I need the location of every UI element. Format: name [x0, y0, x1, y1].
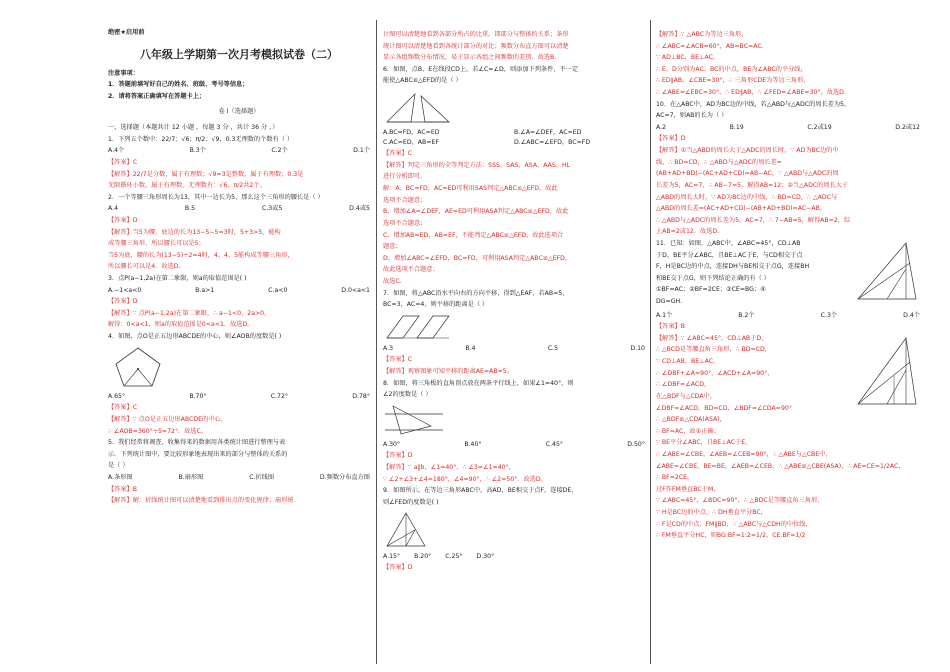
option: B.a>1 — [195, 286, 215, 294]
page-title: 八年级上学期第一次月考模拟试卷（二） — [140, 47, 338, 61]
explanation: 无限循环小数，属于有理数。无理数有：√6，π/2共2个。 — [108, 182, 266, 190]
explanation: ∵ AD⊥BC，BE⊥AC， — [656, 54, 720, 62]
question-4: 4．如图，点O是正五边形ABCDE的中心，则∠AOB的度数是( ) — [108, 333, 282, 341]
explanation: 【解答】∵ 点O是正五边形ABCDE的中心， — [108, 415, 227, 423]
option: A.15° — [383, 552, 401, 560]
column-divider — [650, 20, 651, 664]
explanation: ∴ ∠DBF=∠ACD， — [656, 381, 711, 389]
notice-heading: 注意事项： — [108, 69, 139, 77]
option: B.19 — [729, 123, 744, 131]
answer: 【答案】D — [108, 216, 138, 224]
explanation: △ABD的周长差=(AC+AD+CD)−(AB+AD+BD)=AC−AB， — [656, 205, 827, 213]
explanation: 进行分析即可. — [383, 173, 423, 181]
explanation: ∴ △ABD与△ADC的周长差为5，AC=7，∴ 7−AB=5，解得AB=2，综 — [656, 216, 851, 224]
explanation: 当5为底，腰的长为(13−5)÷2=4时，4、4、5能构成等腰三角形， — [108, 251, 294, 259]
explanation: ∴ ∠ABE=∠EBC=30°，∴ ED∥AB，∴ ∠FED=∠ABE=30°，故选D. — [656, 89, 846, 97]
question-9: 则∠FED的度数是( ) — [383, 498, 439, 506]
explanation: 选项不合题意； — [383, 219, 427, 227]
question-9: 9．如图所示，在等边三角形ABC中，高AD，BE相交于点F，连接DE， — [383, 487, 578, 495]
option: A.条形图 — [108, 473, 133, 481]
explanation: C、增加AB=ED，AB=EF，不能判定△ABC≌△EFD，故此选项合 — [383, 231, 564, 239]
question-6: 6．如图，点B、E在线段CD上，若∠C=∠D，则添加下列条件，不一定 — [383, 65, 579, 73]
question-8: ∠2的度数是（ ） — [383, 391, 432, 399]
explanation: (AB+AD+BD)−(AC+AD+CD)=AB−AC，∵ △ABD与△ADC的周 — [656, 170, 839, 178]
option: A.1个 — [656, 311, 673, 319]
options — [383, 440, 645, 450]
question-10: 10．在△ABC中，AD为BC边的中线，若△ABD与△ADC的周长差为5， — [656, 100, 851, 108]
explanation: 计图可以清楚地看到各部分所占的比重，即部分与整体的关系；条形 — [383, 31, 569, 38]
equilateral-triangle-figure — [383, 510, 429, 550]
option: D.频数分布直方图 — [319, 473, 370, 481]
explanation: ∴ ED∥AB，∠CBE=30°，∴ 三角形CDE为等边三角形， — [656, 77, 810, 85]
explanation: 统计图可以清楚地看到各统计部分的对比；频数分布直方图可以清楚 — [383, 42, 569, 50]
explanation: ∵ ∠2+∠3+∠4=180°，∠4=90°，∴ ∠2=50°．故选D。 — [383, 475, 547, 483]
option: B.40° — [464, 440, 482, 448]
option: C.AC=ED，AB=EF — [383, 138, 439, 146]
option: C.a<0 — [268, 286, 288, 294]
explanation: 过F作FM垂直BC于M， — [656, 485, 720, 493]
explanation: ∠ABE=∠CBE，BE=BE，∠AEB=∠CEB，∴ △ABE≌△CBE(ASA)，∴ AE=CE=1/2AC， — [656, 462, 905, 470]
explanation: 选项不合题意； — [383, 196, 427, 204]
option: C.72° — [270, 392, 289, 400]
option: C.5 — [547, 344, 559, 352]
option: D.50° — [627, 440, 645, 448]
explanation: ∵ H是BC边的中点，∴ DH垂直平分BC， — [656, 508, 767, 516]
option: B.4 — [465, 344, 476, 352]
explanation: ∴ △BDF≌△CDA(ASA)， — [656, 416, 726, 424]
column-1 — [108, 28, 370, 508]
question-1: 1．下列五个数中：22/7；√6；π/2；√9，0.3无理数的个数有（ ） — [108, 135, 294, 143]
explanation: 在△BDF与△CDA中， — [656, 392, 717, 400]
triangle-figure — [383, 88, 453, 126]
geometry-figure — [854, 239, 920, 305]
translation-figure — [383, 312, 455, 342]
explanation: 【解答】判定三角形的全等判定方法：SSS、SAS、ASA、AAS、HL — [383, 161, 571, 169]
geometry-figure-2 — [854, 334, 920, 410]
explanation-text — [656, 334, 854, 438]
explanation: 长差为5，AC=7，∴ AB−7=5，解得AB=12；②当△ADC的周长大于 — [656, 181, 849, 189]
answer: 【答案】D — [383, 564, 413, 572]
section-heading: 卷 I（选择题） — [218, 108, 260, 116]
explanation: 显示各组频数分布情况，易于显示各组之间频数的差别．故选B. — [383, 54, 557, 62]
option: A.2 — [656, 123, 667, 131]
explanation: D、增加∠ABC=∠EFD，BC=FD，可利用ASA判定△ABC≌△EFD， — [383, 254, 572, 262]
explanation: 【解答】∵ △ABC为等边三角形， — [656, 31, 748, 38]
explanation-block — [656, 334, 920, 438]
explanation: ∵ ∠ABC=45°，∠BDC=90°，∴ △BDC是等腰直角三角形， — [656, 497, 824, 505]
question-8: 8．如图，将三角板的直角顶点放在两条平行线上，如果∠1=40°，则 — [383, 379, 574, 387]
question-5: 5．我们经常将调查、收集得来的数据用各类统计图进行整理与表 — [108, 439, 286, 447]
option: B.20° — [414, 552, 432, 560]
explanation: ∴ ∠ABE=∠CBE，∠AEB=∠CEB=90°，∴ △ABE与△CBE中， — [656, 450, 832, 458]
option: A.4 — [108, 205, 119, 213]
explanation: ∠DBF=∠ACD，BD=CD，∠BDF=∠CDA=90° — [656, 404, 792, 412]
option: A.30° — [383, 440, 401, 448]
answer: 【答案】D — [108, 298, 138, 306]
question-5: 是（ ） — [108, 462, 129, 470]
question-10: AC=7，则AB的长为（ ） — [656, 112, 728, 120]
question-11: DG=GH. — [656, 298, 683, 306]
option: C.3或5 — [261, 205, 283, 213]
question-11-block — [656, 239, 920, 309]
column-3 — [656, 30, 920, 543]
answer: 【答案】D — [656, 135, 686, 143]
explanation: 线，∴ BD=CD，∴ △ABD与△ADC的周长差= — [656, 158, 782, 166]
option: D.30° — [476, 552, 495, 560]
answer: 【答案】D — [383, 452, 413, 460]
notice-item: 2．请将答案正确填写在答题卡上； — [108, 92, 206, 100]
question-11: 和BE交于点G，则下列结论正确的有（ ） — [656, 274, 770, 282]
option: D.10 — [630, 344, 645, 352]
option: A.65° — [108, 392, 126, 400]
answer: 【答案】C — [108, 404, 138, 412]
answer: 【答案】B — [108, 485, 137, 493]
secret-label: 绝密★启用前 — [108, 29, 145, 36]
question-5: 示．下列统计图中，要比较形象地表现出来的部分与整体的关系的 — [108, 450, 288, 458]
options — [108, 473, 370, 483]
explanation: 所以腰长可以是4．故选D。 — [108, 263, 185, 271]
options — [383, 128, 645, 147]
column-divider — [376, 20, 377, 664]
option: B.扇形图 — [178, 473, 204, 481]
option: D.2或12 — [895, 123, 920, 131]
option: D.∠ABC=∠EFD，BC=FD — [514, 138, 591, 146]
option: A.BC=FD，AC=ED — [383, 129, 440, 137]
option: C.3个 — [820, 311, 838, 319]
part-heading: 一、选择题（本题共计 12 小题 ，每题 3 分 ，共计 36 分 ，） — [108, 124, 279, 132]
options — [656, 311, 920, 321]
question-11: ①BF=AC；②BF=2CE；③CE=BG；④ — [656, 286, 766, 294]
explanation: ∴ E、D分别为AC、BC的中点，BE为∠ABC的平分线， — [656, 65, 807, 73]
explanation: 【解答】22/7是分数，属于有理数；√9=3是整数，属于有理数；0.3是 — [108, 170, 304, 178]
explanation: ∴ BF=AC，故①正确； — [656, 427, 720, 435]
option: C.2或19 — [807, 123, 832, 131]
question-7: BC=3，AC=4，则平移的距离是（ ） — [383, 301, 489, 309]
question-11-text — [656, 239, 854, 309]
column-2 — [383, 30, 645, 575]
explanation: ∴ ∠DBF+∠A=90°，∠ACD+∠A=90°， — [656, 369, 774, 377]
explanation: 【解答】①当△ABD的周长大于△ADC的周长时，∵ AD为BC边的中 — [656, 147, 839, 155]
option: D.4个 — [903, 311, 920, 319]
options — [656, 123, 920, 133]
question-11: F，H是BC边的中点，连接DH与BE相交于点G，连接BH — [656, 263, 810, 271]
explanation: 上AB=2或12．故选D. — [656, 228, 720, 236]
explanation: △ABD的周长大时，∵ AD为BC边的中线，∴ BD=CD，∴ △ADC与 — [656, 193, 838, 201]
option: D.0<a<1 — [341, 286, 370, 294]
explanation: 成等腰三角形，所以腰长可以是5； — [108, 240, 205, 248]
explanation: 题意； — [383, 243, 402, 251]
explanation: B、增加∠A=∠DEF，AE=ED可利用ASA判定△ABC≌△EFD，故此 — [383, 208, 569, 216]
question-11: 于D，BE平分∠ABC，且BE⊥AC于E，与CD相交于点 — [656, 251, 803, 259]
option: B.5 — [184, 205, 196, 213]
explanation: ∴ FM垂直平分HC，则BG:BF=1:2=1/2，CE:BF=1/2 — [656, 532, 806, 540]
option: A.−1<a<0 — [108, 286, 142, 294]
explanation: 解：A、BC=FD，AC=ED可利用SAS判定△ABC≌△EFD，故此 — [383, 185, 558, 193]
question-11: 11．已知：如图，△ABC中，∠ABC=45°，CD⊥AB — [656, 239, 801, 247]
question-6: 能使△ABC≌△EFD的是（ ） — [383, 77, 462, 85]
answer: 【答案】B — [656, 323, 685, 331]
question-3: 3．点P(a−1,2a)在第二象限，则a的取值范围是( ) — [108, 275, 247, 283]
options — [108, 204, 370, 214]
option: B.70° — [189, 392, 207, 400]
explanation: 【解答】解：折线统计图可以清楚地看到排出点的变化规律；扇形统 — [108, 497, 294, 505]
explanation: ∵ CD⊥AB，BE⊥AC， — [656, 358, 720, 366]
option: D.1个 — [353, 147, 370, 155]
explanation: 【解答】∵ a∥b，∠1=40°，∴ ∠3=∠1=40°， — [383, 464, 515, 472]
options — [108, 286, 370, 296]
explanation: ∴ F是CD的中点，FM∥BD，∴ △ABC与△CDH的中位线， — [656, 520, 812, 528]
option: A.4个 — [108, 147, 125, 155]
explanation: 【解答】∵ ∠ABC=45°，CD⊥AB于D， — [656, 334, 768, 342]
explanation: ∴ ∠AOB=360°÷5=72°．故选C。 — [108, 427, 208, 435]
answer: 【答案】C — [383, 150, 413, 158]
option: C.折线图 — [249, 473, 275, 481]
option: B.∠A=∠DEF，AC=ED — [514, 129, 582, 137]
option: D.78° — [352, 392, 370, 400]
explanation: 【解答】观察图象可知平移的距离AE=AB=5。 — [383, 368, 513, 376]
explanation: 【解答】∵ 点P(a−1,2a)在第二象限，∴ a−1<0，2a>0， — [108, 309, 271, 317]
options — [108, 146, 370, 156]
explanation: 【解答】当5为腰，底边的长为13−5−5=3时，5+3>5，能构 — [108, 228, 281, 236]
option: B.2个 — [738, 311, 755, 319]
option: D.4或5 — [349, 205, 370, 213]
answer: 【答案】C — [383, 356, 413, 364]
explanation: 解得：0<a<1，则a的取值范围是0<a<1．故选D。 — [108, 321, 254, 329]
options — [383, 552, 645, 562]
options — [108, 392, 370, 402]
option: C.25° — [445, 552, 463, 560]
explanation: ∴ △BCD是等腰直角三角形，∴ BD=CD， — [656, 346, 771, 354]
pentagon-figure — [108, 344, 168, 390]
question-2: 2．一个等腰三角形周长为13，其中一边长为5，那么这个三角形的腰长是（ ） — [108, 193, 324, 201]
option: C.2个 — [271, 147, 288, 155]
options — [383, 344, 645, 354]
notice-item: 1．答题前填写好自己的姓名、班级、考号等信息； — [108, 81, 249, 89]
parallel-lines-figure — [383, 402, 445, 438]
explanation: ∵ BE平分∠ABC，且BE⊥AC于E， — [656, 439, 752, 447]
explanation: 故选C. — [383, 277, 402, 285]
explanation: ∴ ∠ABC=∠ACB=60°，AB=BC=AC. — [656, 42, 764, 50]
option: C.45° — [545, 440, 564, 448]
option: A.3 — [383, 344, 394, 352]
question-7: 7．如图，将△ABC沿水平向右的方向平移，得到△EAF，若AB=5， — [383, 289, 569, 297]
answer: 【答案】C — [108, 158, 138, 166]
explanation: 故此选项不合题意； — [383, 266, 439, 274]
explanation: ∴ BF=2CE， — [656, 474, 694, 482]
option: B.3个 — [189, 147, 206, 155]
